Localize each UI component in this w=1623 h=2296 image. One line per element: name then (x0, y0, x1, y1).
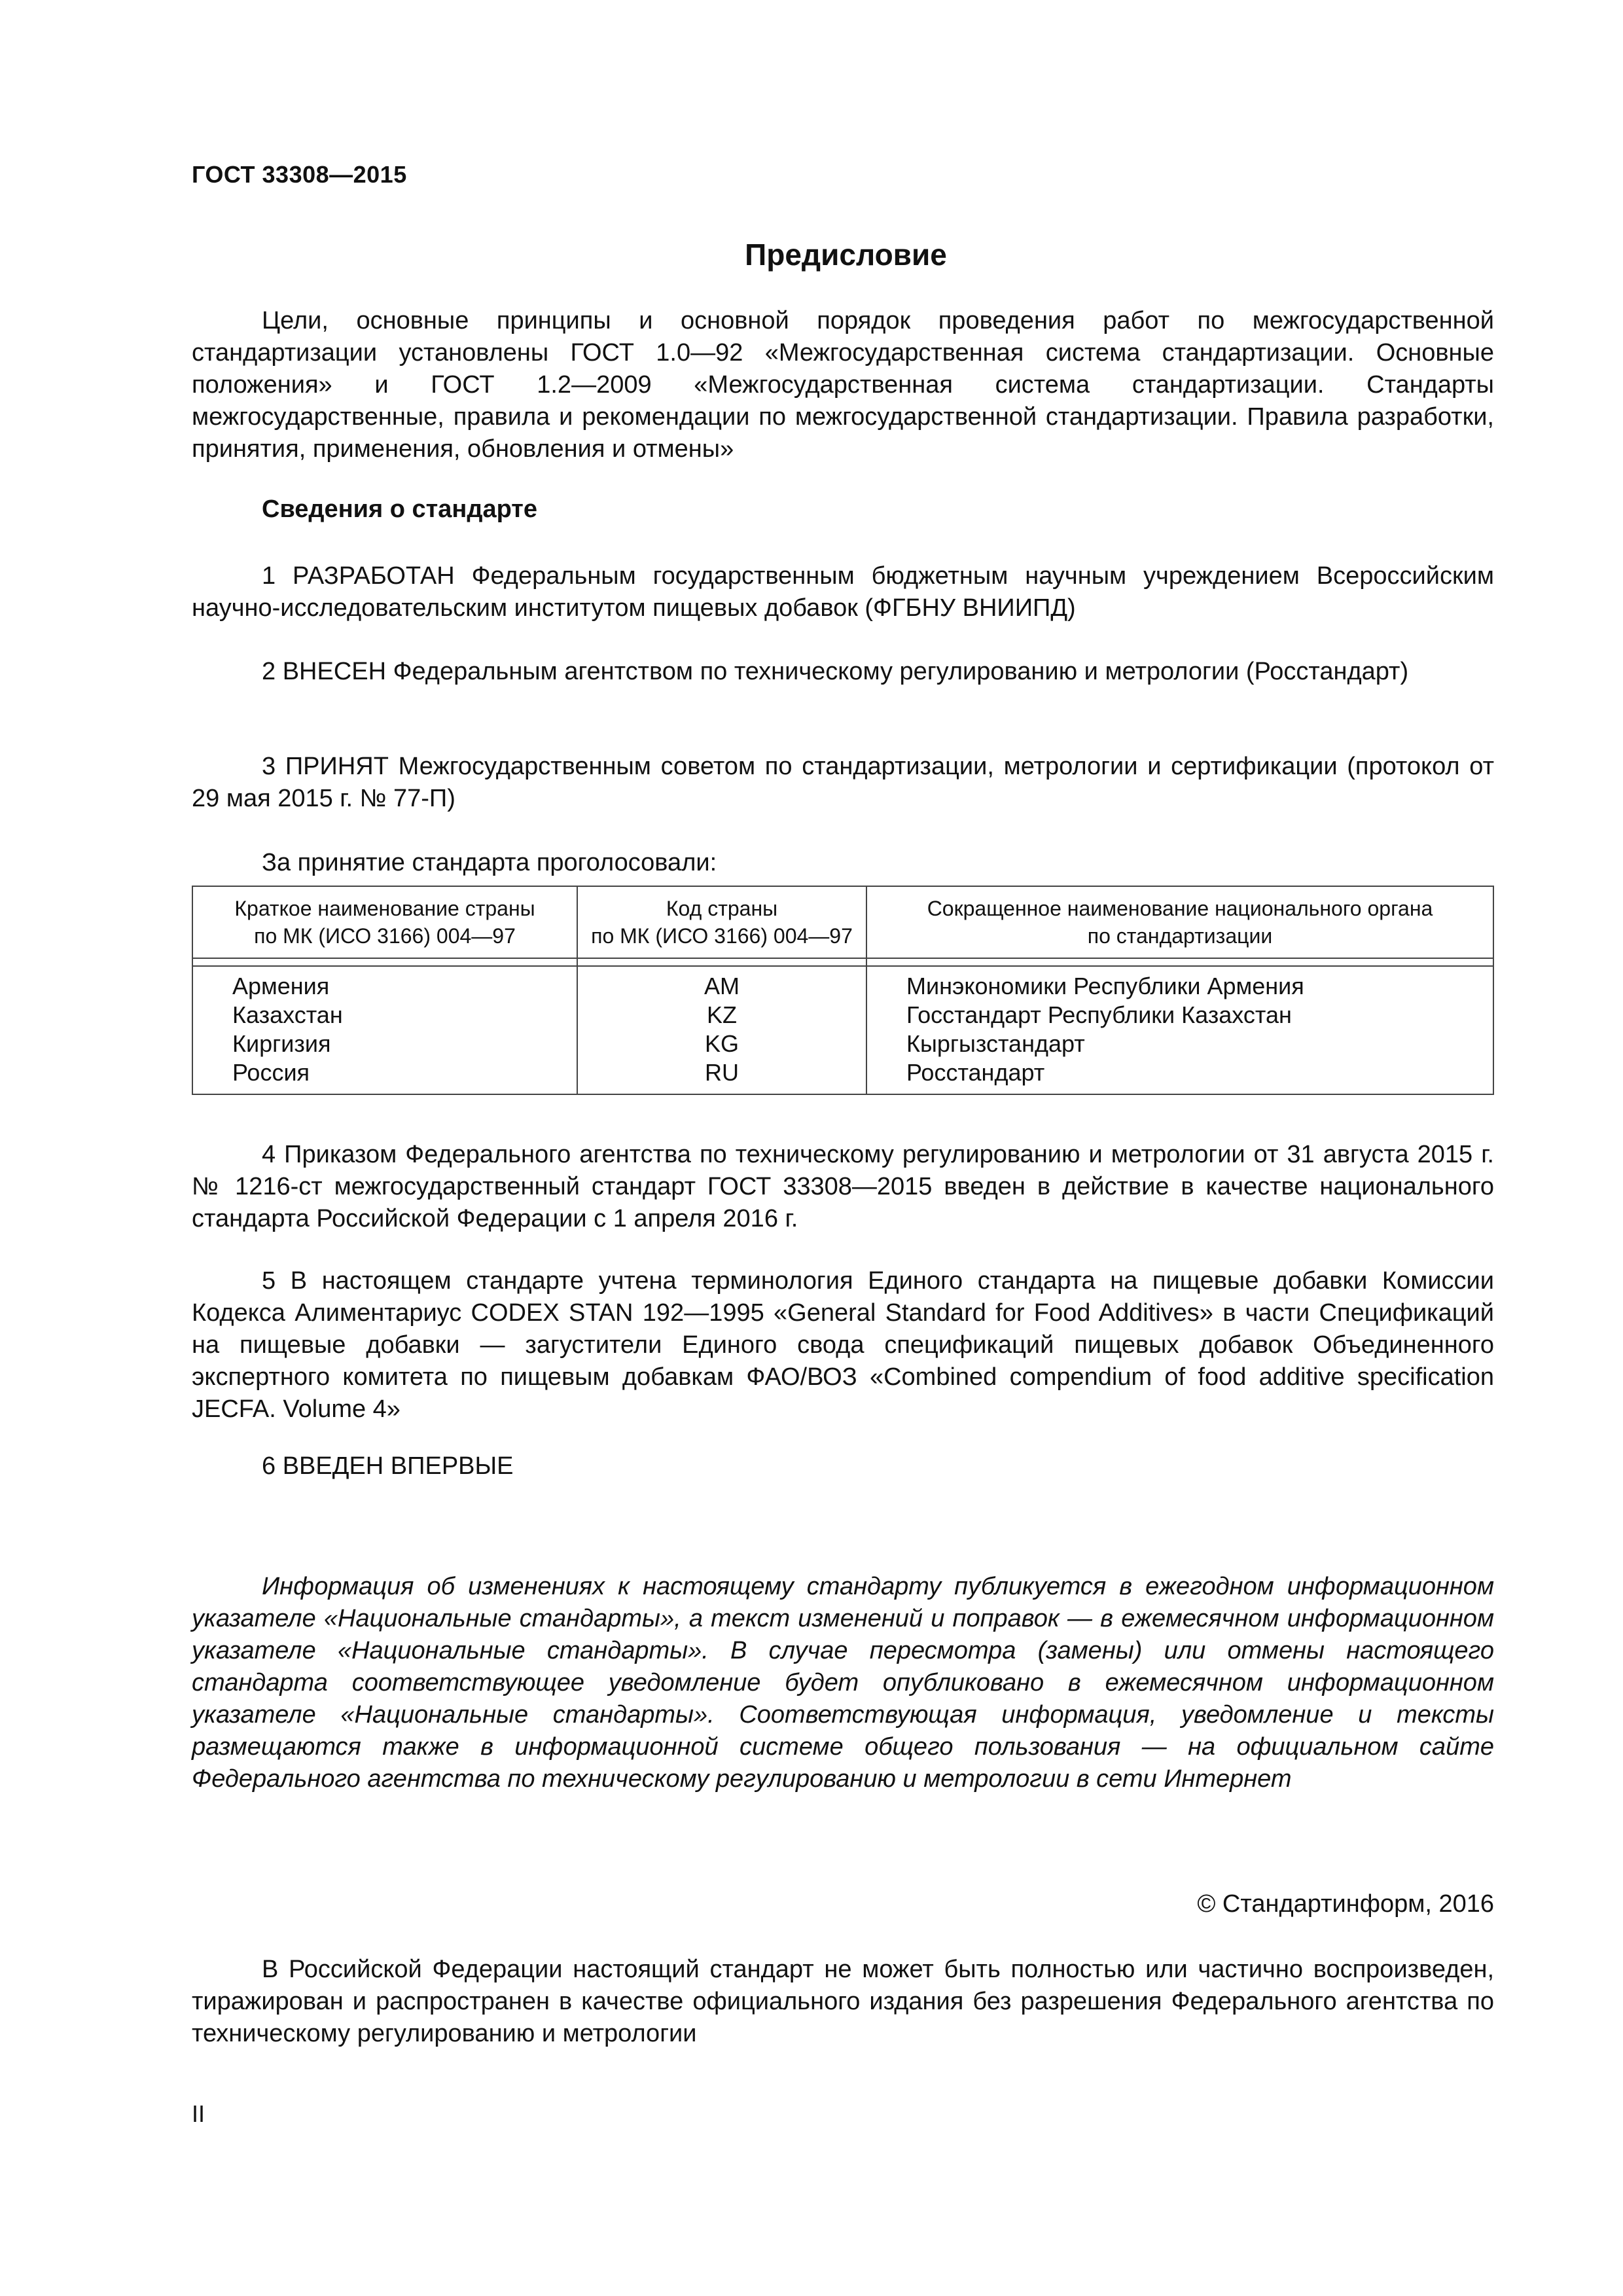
table-separator (192, 958, 1493, 966)
table-header-row (192, 886, 1493, 958)
copyright-line: © Стандартинформ, 2016 (1197, 1890, 1494, 1918)
header-code-line2: по МК (ИСО 3166) 004—97 (591, 924, 853, 948)
item-developed: 1 РАЗРАБОТАН Федеральным государственным бюджетным научным учреждением Всероссийским научно-исследовательским институтом пищевых добавок (ФГБНУ ВНИИПД) (192, 562, 1494, 622)
voting-table (192, 886, 1494, 1095)
cell-body: Минэкономики Республики Армения (866, 966, 1493, 1001)
header-body-line2: по стандартизации (1087, 924, 1273, 948)
document-code: ГОСТ 33308—2015 (192, 161, 407, 188)
header-country (192, 886, 577, 958)
header-body-line1: Сокращенное наименование национального органа (927, 897, 1433, 920)
cell-code: RU (577, 1058, 866, 1094)
cell-country: Россия (192, 1058, 577, 1094)
header-code (577, 886, 866, 958)
item-first: 6 ВВЕДЕН ВПЕРВЫЕ (262, 1452, 514, 1480)
page-number: II (192, 2100, 205, 2127)
cell-code: AM (577, 966, 866, 1001)
cell-country: Армения (192, 966, 577, 1001)
header-country-line1: Краткое наименование страны (234, 897, 535, 920)
item-adopted: 3 ПРИНЯТ Межгосударственным советом по стандартизации, метрологии и сертификации (протокол от 29 мая 2015 г. № 77-П) (192, 753, 1494, 812)
cell-country: Киргизия (192, 1030, 577, 1058)
item-introduced: 2 ВНЕСЕН Федеральным агентством по техническому регулированию и метрологии (Росстандарт) (262, 658, 1409, 685)
table-row (192, 1001, 1493, 1030)
cell-body: Кыргызстандарт (866, 1030, 1493, 1058)
header-body (866, 886, 1493, 958)
table-row (192, 966, 1493, 1001)
cell-country: Казахстан (192, 1001, 577, 1030)
cell-body: Госстандарт Республики Казахстан (866, 1001, 1493, 1030)
intro-paragraph: Цели, основные принципы и основной порядок проведения работ по межгосударственной стандартизации установлены ГОСТ 1.0—92 «Межгосударственная система стандартизации. Основные положения» и ГОСТ 1.2—2009 «Межгосударственная система стандартизации. Стандарты межгосударственные, правила и рекомендации по межгосударственной стандартизации. Правила разработки, принятия, применения, обновления и отмены» (192, 307, 1494, 463)
voted-label: За принятие стандарта проголосовали: (262, 849, 717, 876)
table-row (192, 1058, 1493, 1094)
rights-paragraph: В Российской Федерации настоящий стандарт не может быть полностью или частично воспроизведен, тиражирован и распространен в качестве официального издания без разрешения Федерального агентства по техническому регулированию и метрологии (192, 1956, 1494, 2047)
item-order: 4 Приказом Федерального агентства по техническому регулированию и метрологии от 31 августа 2015 г. № 1216-ст межгосударственный стандарт ГОСТ 33308—2015 введен в действие в качестве национального стандарта Российской Федерации с 1 апреля 2016 г. (192, 1141, 1494, 1232)
cell-code: KG (577, 1030, 866, 1058)
cell-code: KZ (577, 1001, 866, 1030)
cell-body: Росстандарт (866, 1058, 1493, 1094)
header-code-line1: Код страны (666, 897, 778, 920)
changes-notice: Информация об изменениях к настоящему стандарту публикуется в ежегодном информационном указателе «Национальные стандарты», а текст изменений и поправок — в ежемесячном информационном указателе «Национальные стандарты». В случае пересмотра (замены) или отмены настоящего стандарта соответствующее уведомление будет опубликовано в ежемесячном информационном указателе «Национальные стандарты». Соответствующая информация, уведомление и тексты размещаются также в информационной системе общего пользования — на официальном сайте Федерального агентства по техническому регулированию и метрологии в сети Интернет (192, 1573, 1494, 1793)
section-subheading: Сведения о стандарте (262, 495, 538, 523)
table-row (192, 1030, 1493, 1058)
header-country-line2: по МК (ИСО 3166) 004—97 (254, 924, 516, 948)
page-title: Предисловие (745, 238, 947, 272)
item-terminology: 5 В настоящем стандарте учтена терминология Единого стандарта на пищевые добавки Комиссии Кодекса Алиментариус CODEX STAN 192—1995 «General Standard for Food Additives» в части Спецификаций на пищевые добавки — загустители Единого свода спецификаций пищевых добавок Объединенного экспертного комитета по пищевым добавкам ФАО/ВОЗ «Combined compendium of food additive specification JECFA. Volume 4» (192, 1267, 1494, 1423)
